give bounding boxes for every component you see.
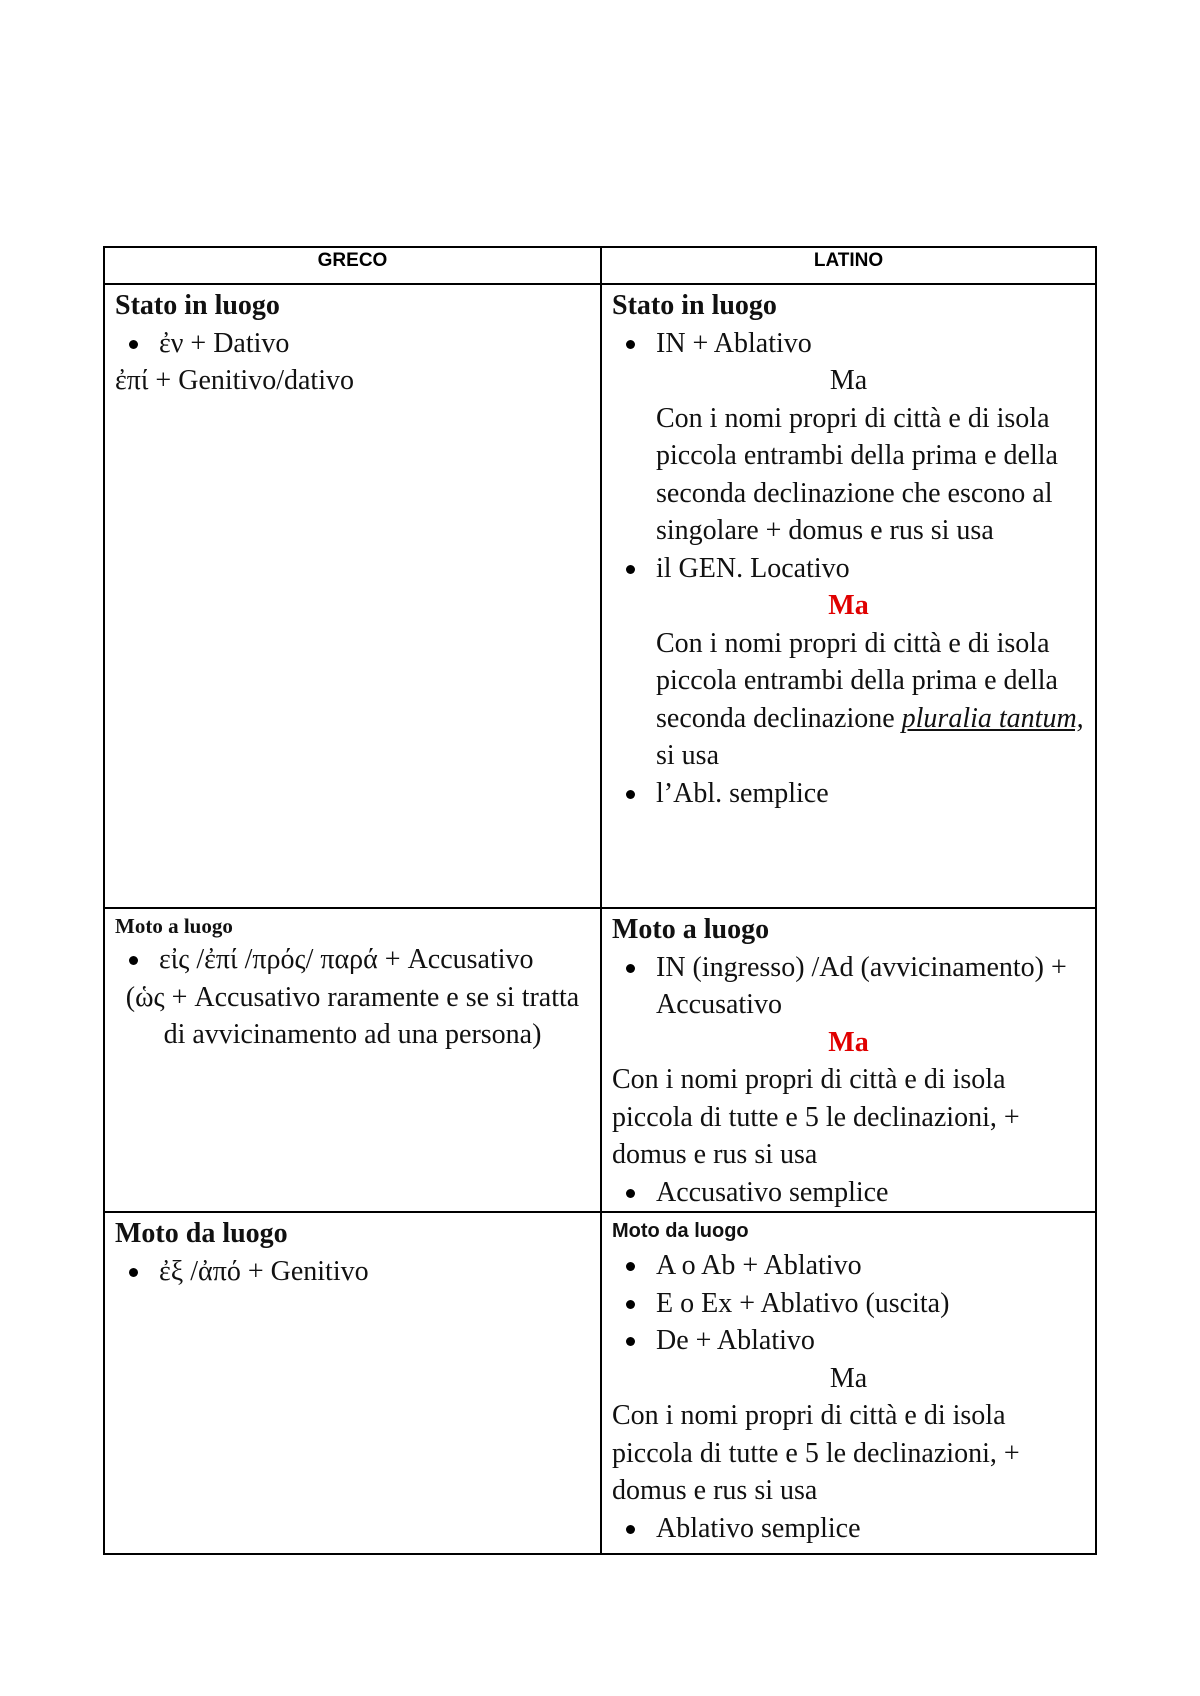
bullet-list bbox=[612, 949, 1085, 1024]
section-title: Moto da luogo bbox=[612, 1220, 749, 1242]
section-title: Stato in luogo bbox=[115, 290, 280, 321]
section-title: Moto a luogo bbox=[115, 914, 233, 938]
cell-greco-stato bbox=[104, 284, 601, 908]
cell-greco-moto-a bbox=[104, 908, 601, 1212]
cell-greco-moto-da bbox=[104, 1212, 601, 1554]
list-item: il GEN. Locativo bbox=[656, 550, 1085, 588]
row-stato-in-luogo bbox=[104, 284, 1096, 908]
header-greco: GRECO bbox=[104, 247, 601, 284]
text-line: ἐπί + Genitivo/dativo bbox=[115, 365, 354, 396]
bullet-list bbox=[115, 1253, 590, 1291]
bullet-list bbox=[612, 325, 1085, 363]
list-item: Ablativo semplice bbox=[656, 1510, 1085, 1548]
bullet-list bbox=[115, 325, 590, 363]
bullet-list bbox=[612, 1510, 1085, 1548]
cell-latino-stato bbox=[601, 284, 1096, 908]
text-segment: Con i nomi propri di città e di isola piccola entrambi della prima e della seconda declinazione bbox=[656, 627, 1058, 734]
bullet-list bbox=[612, 1247, 1085, 1360]
list-item: l’Abl. semplice bbox=[656, 775, 1085, 813]
header-latino: LATINO bbox=[601, 247, 1096, 284]
bullet-list bbox=[612, 1174, 1085, 1212]
paragraph bbox=[612, 625, 1085, 775]
section-title: Stato in luogo bbox=[612, 290, 777, 321]
bullet-list bbox=[612, 775, 1085, 813]
list-item: εἰς /ἐπί /πρός/ παρά + Accusativo bbox=[159, 941, 590, 979]
list-item: A o Ab + Ablativo bbox=[656, 1247, 1085, 1285]
list-item: De + Ablativo bbox=[656, 1322, 1085, 1360]
list-item: Accusativo semplice bbox=[656, 1174, 1085, 1212]
paragraph: Con i nomi propri di città e di isola piccola di tutte e 5 le declinazioni, + domus e rus si usa bbox=[612, 1064, 1020, 1170]
cell-latino-moto-da bbox=[601, 1212, 1096, 1554]
section-title: Moto a luogo bbox=[612, 914, 770, 945]
bullet-list bbox=[115, 941, 590, 979]
cell-latino-moto-a bbox=[601, 908, 1096, 1212]
text-segment: si usa bbox=[656, 740, 719, 771]
ma-label-red: Ma bbox=[828, 590, 869, 621]
comparison-table bbox=[103, 246, 1097, 1555]
ma-label-red: Ma bbox=[828, 1026, 869, 1058]
list-item: ἐν + Dativo bbox=[159, 325, 590, 363]
list-item: IN + Ablativo bbox=[656, 325, 1085, 363]
emphasized-term: pluralia tantum, bbox=[901, 702, 1084, 734]
list-item: IN (ingresso) /Ad (avvicinamento) + Accusativo bbox=[656, 949, 1085, 1024]
list-item: ἐξ /ἀπό + Genitivo bbox=[159, 1253, 590, 1291]
ma-label: Ma bbox=[829, 1362, 868, 1394]
paragraph: Con i nomi propri di città e di isola piccola di tutte e 5 le declinazioni, + domus e rus si usa bbox=[612, 1400, 1020, 1506]
header-row bbox=[104, 247, 1096, 284]
row-moto-da-luogo bbox=[104, 1212, 1096, 1554]
paragraph: Con i nomi propri di città e di isola piccola entrambi della prima e della seconda declinazione che escono al singolare + domus e rus si usa bbox=[656, 402, 1058, 546]
row-moto-a-luogo bbox=[104, 908, 1096, 1212]
list-item: E o Ex + Ablativo (uscita) bbox=[656, 1285, 1085, 1323]
ma-label: Ma bbox=[829, 365, 868, 396]
note: (ὡς + Accusativo raramente e se si tratta di avvicinamento ad una persona) bbox=[125, 981, 580, 1050]
section-title: Moto da luogo bbox=[115, 1218, 288, 1249]
bullet-list bbox=[612, 550, 1085, 588]
